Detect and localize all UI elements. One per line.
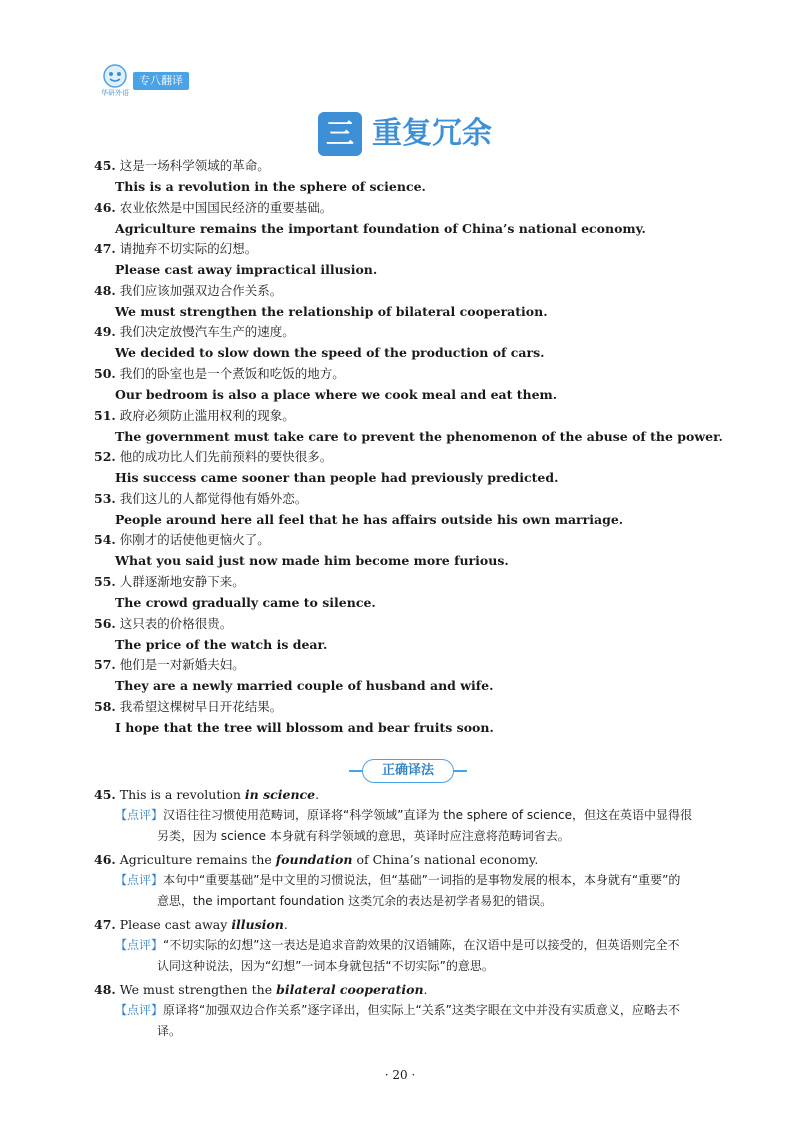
chinese-sentence [94, 614, 734, 634]
chinese-sentence [94, 406, 734, 426]
chinese-text: 我们这儿的人都觉得他有婚外恋。 [119, 490, 308, 506]
item-number: 48. [94, 282, 116, 298]
exercise-item [94, 198, 734, 240]
sentence-post: of China’s national economy. [352, 852, 539, 867]
note-item [94, 979, 734, 1042]
chinese-sentence [94, 655, 734, 675]
chinese-text: 人群逐渐地安静下来。 [119, 573, 245, 589]
chinese-text: 我希望这棵树早日开花结果。 [119, 698, 283, 714]
note-line [115, 870, 734, 891]
comment-body [94, 805, 734, 847]
english-translation: What you said just now made him become more furious. [115, 553, 509, 569]
comment-text: “不切实际的幻想”这一表达是追求音韵效果的汉语铺陈，在汉语中是可以接受的，但英语则完全不 [163, 938, 680, 952]
chinese-sentence [94, 322, 734, 342]
note-line: 另类，因为 science 本身就有科学领域的意思，英译时应注意将范畴词省去。 [157, 829, 570, 843]
exercise-item [94, 322, 734, 364]
item-number: 46. [94, 852, 116, 867]
sentence-post: . [283, 917, 288, 932]
item-number: 52. [94, 449, 116, 465]
exercise-item [94, 572, 734, 614]
english-translation: Please cast away impractical illusion. [115, 262, 378, 278]
correct-sentence [94, 914, 734, 935]
notes-list [94, 784, 734, 1044]
item-number: 56. [94, 615, 116, 631]
note-item [94, 914, 734, 977]
sentence-pre: This is a revolution [119, 787, 245, 802]
exercise-item [94, 406, 734, 448]
correct-sentence [94, 784, 734, 805]
series-tag: 专八翻译 [133, 72, 189, 90]
comment-body [94, 935, 734, 977]
english-translation: The crowd gradually came to silence. [115, 594, 376, 610]
item-number: 47. [94, 917, 116, 932]
chinese-sentence [94, 572, 734, 592]
note-item [94, 849, 734, 912]
item-number: 53. [94, 490, 116, 506]
chinese-text: 我们的卧室也是一个煮饭和吃饭的地方。 [119, 365, 345, 381]
sentence-pre: Agriculture remains the [119, 852, 276, 867]
note-line [115, 1000, 734, 1021]
sentence-emphasis: in science [244, 787, 316, 802]
note-line [115, 935, 734, 956]
chinese-text: 这是一场科学领域的革命。 [119, 158, 270, 173]
item-number: 48. [94, 982, 116, 997]
item-number: 55. [94, 573, 116, 589]
english-translation: Agriculture remains the important foundation of China’s national economy. [115, 220, 646, 236]
chinese-text: 这只表的价格很贵。 [119, 615, 233, 631]
chinese-sentence [94, 697, 734, 717]
chinese-text: 政府必须防止滥用权利的现象。 [119, 407, 295, 423]
section-title-text: 重复冗余 [372, 116, 492, 151]
chinese-text: 我们应该加强双边合作关系。 [119, 282, 283, 298]
note-item [94, 784, 734, 847]
english-translation: They are a newly married couple of husband and wife. [115, 678, 494, 694]
exercise-item [94, 614, 734, 656]
sentence-emphasis: foundation [275, 852, 353, 867]
chinese-text: 我们决定放慢汽车生产的速度。 [119, 324, 295, 340]
exercise-item [94, 655, 734, 697]
exercise-item [94, 697, 734, 739]
page-number: · 20 · [384, 1068, 416, 1082]
comment-badge: 【点评】 [115, 938, 164, 952]
item-number: 51. [94, 407, 116, 423]
logo-text: 华研外语 [101, 89, 129, 97]
chinese-sentence [94, 281, 734, 301]
item-number: 45. [94, 787, 116, 802]
note-line [115, 805, 734, 826]
sentence-emphasis: illusion [231, 917, 284, 932]
sentence-post: . [423, 982, 428, 997]
chinese-sentence [94, 489, 734, 509]
comment-text: 汉语往往习惯使用范畴词，原译将“科学领域”直译为 the sphere of science，但这在英语中显得很 [163, 808, 693, 822]
section-number: 三 [318, 112, 362, 156]
english-translation: Our bedroom is also a place where we cook meal and eat them. [115, 386, 558, 402]
sentence-emphasis: bilateral cooperation [276, 982, 424, 997]
comment-body [94, 1000, 734, 1042]
correct-sentence [94, 979, 734, 1000]
chinese-sentence [94, 156, 734, 176]
sentence-pre: Please cast away [119, 917, 232, 932]
exercise-item [94, 156, 734, 198]
sentence-pre: We must strengthen the [119, 982, 277, 997]
chinese-sentence [94, 364, 734, 384]
english-translation: The price of the watch is dear. [115, 636, 328, 652]
chinese-text: 你刚才的话使他更恼火了。 [119, 532, 270, 548]
english-translation: The government must take care to prevent the phenomenon of the abuse of the power. [115, 428, 723, 444]
note-line: 认同这种说法，因为“幻想”一词本身就包括“不切实际”的意思。 [157, 959, 494, 973]
exercise-item [94, 447, 734, 489]
exercise-item [94, 239, 734, 281]
item-number: 58. [94, 698, 116, 714]
english-translation: I hope that the tree will blossom and bear fruits soon. [115, 719, 494, 735]
chinese-sentence [94, 530, 734, 550]
english-translation: People around here all feel that he has affairs outside his own marriage. [115, 511, 624, 527]
chinese-sentence [94, 447, 734, 467]
correct-sentence [94, 849, 734, 870]
comment-badge: 【点评】 [115, 1003, 164, 1017]
item-number: 45. [94, 158, 116, 173]
chinese-text: 农业依然是中国国民经济的重要基础。 [119, 199, 333, 215]
item-number: 54. [94, 532, 116, 548]
exercise-item [94, 281, 734, 323]
comment-body [94, 870, 734, 912]
english-translation: This is a revolution in the sphere of science. [115, 179, 426, 194]
exercise-item [94, 489, 734, 531]
chinese-text: 请抛弃不切实际的幻想。 [119, 241, 258, 257]
exercise-item [94, 364, 734, 406]
note-line: 意思，the important foundation 这类冗余的表达是初学者易犯的错误。 [157, 894, 553, 908]
comment-text: 本句中“重要基础”是中文里的习惯说法，但“基础”一词指的是事物发展的根本，本身就有“重要”的 [163, 873, 681, 887]
sentence-post: . [315, 787, 320, 802]
note-line: 译。 [157, 1024, 182, 1038]
chinese-sentence [94, 239, 734, 259]
exercise-item [94, 530, 734, 572]
english-translation: We decided to slow down the speed of the production of cars. [115, 345, 545, 361]
chinese-sentence [94, 198, 734, 218]
exercise-list [94, 156, 734, 738]
chinese-text: 他们是一对新婚夫妇。 [119, 657, 245, 673]
comment-badge: 【点评】 [115, 873, 164, 887]
correct-translation-label: 正确译法 [362, 759, 454, 783]
comment-text: 原译将“加强双边合作关系”逐字译出，但实际上“关系”这类字眼在文中并没有实质意义，应略去不 [163, 1003, 680, 1017]
chinese-text: 他的成功比人们先前预料的要快很多。 [119, 449, 333, 465]
item-number: 46. [94, 199, 116, 215]
english-translation: His success came sooner than people had previously predicted. [115, 470, 559, 486]
item-number: 47. [94, 241, 116, 257]
item-number: 50. [94, 365, 116, 381]
comment-badge: 【点评】 [115, 808, 164, 822]
english-translation: We must strengthen the relationship of bilateral cooperation. [115, 303, 548, 319]
item-number: 49. [94, 324, 116, 340]
item-number: 57. [94, 657, 116, 673]
